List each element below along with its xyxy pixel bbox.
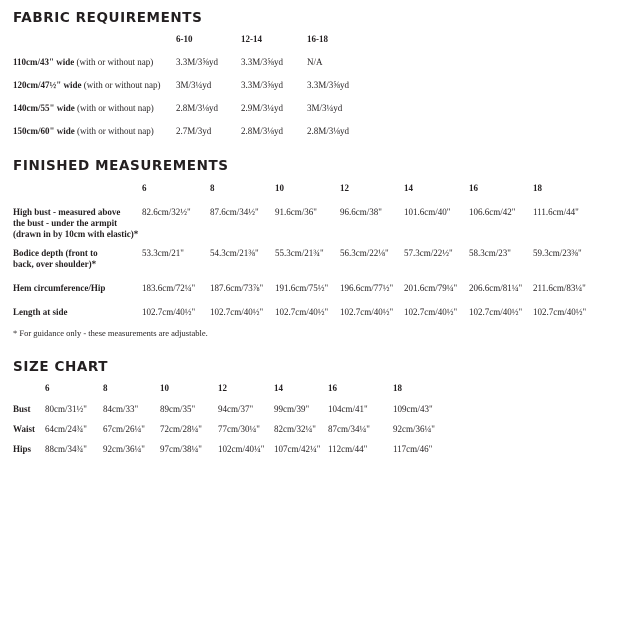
size-cell: 64cm/24¾" — [45, 424, 87, 434]
size-row-label-hips: Hips — [13, 444, 32, 454]
finished-col-18: 18 — [533, 183, 542, 193]
fabric-cell: 3M/3¼yd — [307, 103, 343, 113]
fabric-cell: 2.8M/3⅛yd — [241, 126, 284, 136]
size-cell: 89cm/35" — [160, 404, 196, 414]
size-cell: 107cm/42¼" — [274, 444, 321, 454]
fabric-row-label: 150cm/60" wide (with or without nap) — [13, 126, 154, 136]
finished-cell: 59.3cm/23⅜" — [533, 248, 582, 258]
size-col-18: 18 — [393, 383, 402, 393]
size-cell: 94cm/37" — [218, 404, 254, 414]
finished-cell: 111.6cm/44" — [533, 207, 579, 217]
fabric-requirements-heading: FABRIC REQUIREMENTS — [13, 10, 203, 26]
finished-cell: 102.7cm/40½" — [533, 307, 587, 317]
finished-col-10: 10 — [275, 183, 284, 193]
fabric-cell: 3.3M/3⅝yd — [307, 80, 350, 90]
size-cell: 104cm/41" — [328, 404, 368, 414]
finished-cell: 187.6cm/73⅞" — [210, 283, 264, 293]
finished-cell: 106.6cm/42" — [469, 207, 516, 217]
finished-cell: 53.3cm/21" — [142, 248, 184, 258]
fabric-cell: 3.3M/3⅝yd — [241, 80, 284, 90]
finished-cell: 102.7cm/40½" — [340, 307, 394, 317]
fabric-cell: N/A — [307, 57, 323, 67]
finished-cell: 96.6cm/38" — [340, 207, 382, 217]
size-cell: 92cm/36¼" — [103, 444, 145, 454]
finished-measurements-heading: FINISHED MEASUREMENTS — [13, 158, 229, 174]
finished-row-label: High bust - measured above the bust - under the armpit (drawn in by 10cm with elastic)* — [13, 207, 139, 239]
finished-cell: 191.6cm/75½" — [275, 283, 329, 293]
finished-cell: 102.7cm/40½" — [210, 307, 264, 317]
size-cell: 80cm/31½" — [45, 404, 87, 414]
finished-cell: 55.3cm/21¾" — [275, 248, 324, 258]
size-chart-heading: SIZE CHART — [13, 359, 109, 375]
fabric-col-12-14: 12-14 — [241, 34, 262, 44]
finished-cell: 196.6cm/77½" — [340, 283, 394, 293]
finished-col-8: 8 — [210, 183, 215, 193]
finished-cell: 56.3cm/22⅛" — [340, 248, 389, 258]
fabric-cell: 3.3M/3⅝yd — [176, 57, 219, 67]
size-cell: 109cm/43" — [393, 404, 433, 414]
finished-cell: 91.6cm/36" — [275, 207, 317, 217]
size-cell: 84cm/33" — [103, 404, 139, 414]
finished-cell: 102.7cm/40½" — [469, 307, 523, 317]
finished-row-label: Hem circumference/Hip — [13, 283, 106, 293]
finished-col-14: 14 — [404, 183, 413, 193]
size-cell: 92cm/36¼" — [393, 424, 435, 434]
size-cell: 117cm/46" — [393, 444, 433, 454]
finished-row-label: Bodice depth (front to back, over shoulder)* — [13, 248, 98, 269]
finished-cell: 211.6cm/83¼" — [533, 283, 586, 293]
size-cell: 87cm/34¼" — [328, 424, 370, 434]
finished-cell: 206.6cm/81¼" — [469, 283, 523, 293]
finished-cell: 102.7cm/40½" — [275, 307, 329, 317]
size-col-8: 8 — [103, 383, 108, 393]
fabric-col-6-10: 6-10 — [176, 34, 193, 44]
finished-col-16: 16 — [469, 183, 478, 193]
fabric-cell: 2.8M/3⅛yd — [176, 103, 219, 113]
finished-col-12: 12 — [340, 183, 349, 193]
size-cell: 97cm/38¼" — [160, 444, 202, 454]
fabric-cell: 2.8M/3⅛yd — [307, 126, 350, 136]
fabric-col-16-18: 16-18 — [307, 34, 328, 44]
finished-cell: 102.7cm/40½" — [142, 307, 196, 317]
fabric-cell: 2.9M/3¼yd — [241, 103, 284, 113]
guidance-note: * For guidance only - these measurements are adjustable. — [13, 328, 208, 338]
size-cell: 67cm/26¼" — [103, 424, 145, 434]
size-col-14: 14 — [274, 383, 283, 393]
finished-cell: 58.3cm/23" — [469, 248, 511, 258]
finished-cell: 201.6cm/79¼" — [404, 283, 458, 293]
size-col-16: 16 — [328, 383, 337, 393]
size-cell: 99cm/39" — [274, 404, 310, 414]
finished-cell: 102.7cm/40½" — [404, 307, 458, 317]
finished-cell: 101.6cm/40" — [404, 207, 451, 217]
size-row-label-bust: Bust — [13, 404, 31, 414]
finished-cell: 57.3cm/22½" — [404, 248, 453, 258]
fabric-cell: 3M/3¼yd — [176, 80, 212, 90]
fabric-cell: 2.7M/3yd — [176, 126, 212, 136]
size-cell: 82cm/32¼" — [274, 424, 316, 434]
size-cell: 102cm/40¼" — [218, 444, 265, 454]
fabric-row-label: 140cm/55" wide (with or without nap) — [13, 103, 154, 113]
fabric-row-label: 120cm/47½" wide (with or without nap) — [13, 80, 161, 90]
size-cell: 112cm/44" — [328, 444, 368, 454]
finished-cell: 87.6cm/34½" — [210, 207, 259, 217]
size-cell: 88cm/34¾" — [45, 444, 87, 454]
finished-col-6: 6 — [142, 183, 147, 193]
finished-cell: 54.3cm/21⅜" — [210, 248, 259, 258]
size-cell: 72cm/28¼" — [160, 424, 202, 434]
finished-cell: 82.6cm/32½" — [142, 207, 191, 217]
size-col-10: 10 — [160, 383, 169, 393]
finished-row-label: Length at side — [13, 307, 68, 317]
size-col-12: 12 — [218, 383, 227, 393]
size-row-label-waist: Waist — [13, 424, 36, 434]
fabric-row-label: 110cm/43" wide (with or without nap) — [13, 57, 154, 67]
size-col-6: 6 — [45, 383, 50, 393]
finished-cell: 183.6cm/72¼" — [142, 283, 196, 293]
fabric-cell: 3.3M/3⅝yd — [241, 57, 284, 67]
size-cell: 77cm/30¼" — [218, 424, 260, 434]
